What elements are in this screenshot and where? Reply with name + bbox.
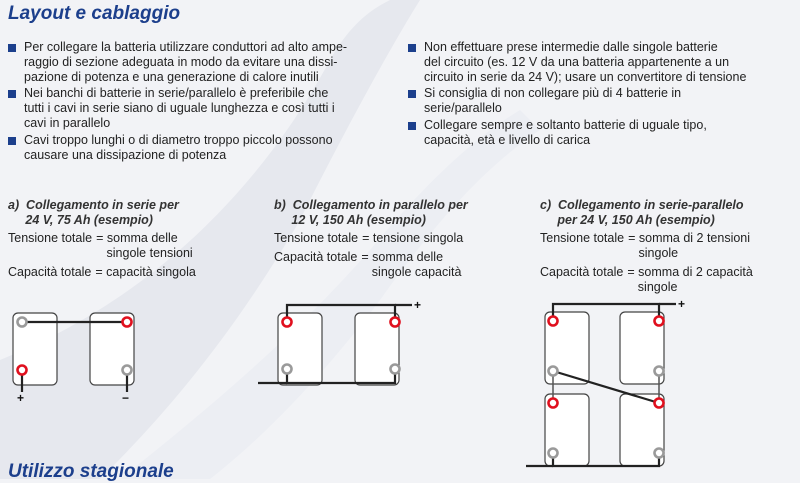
positive-terminal-icon	[549, 317, 558, 326]
positive-terminal-icon	[18, 366, 27, 375]
positive-terminal-icon	[391, 318, 400, 327]
section-heading: Layout e cablaggio	[8, 3, 181, 24]
total-voltage-value: = tensione singola	[362, 231, 464, 245]
negative-terminal-icon	[655, 367, 664, 376]
total-capacity-value: = somma delle singole capacità	[361, 250, 462, 279]
negative-terminal-icon	[18, 318, 27, 327]
negative-terminal-icon	[123, 366, 132, 375]
total-capacity-label: Capacità totale	[540, 265, 624, 279]
total-voltage-value: = somma delle singole tensioni	[96, 231, 193, 260]
total-voltage-label: Tensione totale	[540, 231, 625, 245]
positive-terminal-icon	[283, 318, 292, 327]
negative-terminal-icon	[549, 367, 558, 376]
bullet-text: Non effettuare prese intermedie dalle singole batterie del circuito (es. 12 V da una batteria appartenente a un circuito in serie da 24 V); usare un convertitore di tensione	[424, 40, 747, 84]
series-connection-heading: a) Collegamento in serie per 24 V, 75 Ah (esempio)	[8, 198, 179, 227]
bullet-text: Si consiglia di non collegare più di 4 batterie in serie/parallelo	[424, 86, 682, 116]
total-capacity-label: Capacità totale	[274, 250, 358, 264]
negative-terminal-icon	[283, 365, 292, 374]
total-capacity-value: = somma di 2 capacità singole	[627, 265, 753, 294]
bullet-text: Collegare sempre e soltanto batterie di uguale tipo, capacità, età e livello di carica	[424, 117, 707, 147]
total-capacity-label: Capacità totale	[8, 265, 92, 279]
plus-sign: +	[678, 297, 686, 311]
minus-sign: −	[122, 391, 130, 405]
negative-terminal-icon	[549, 449, 558, 458]
total-voltage-label: Tensione totale	[8, 231, 93, 245]
plus-sign: +	[414, 298, 422, 312]
bullet-text: Per collegare la batteria utilizzare conduttori ad alto ampe- raggio di sezione adeguata in modo da evitare una dissi- pazione di potenza e una generazione di calore inutili	[24, 40, 348, 84]
negative-terminal-icon	[391, 365, 400, 374]
next-section-heading: Utilizzo stagionale	[8, 461, 174, 482]
total-voltage-value: = somma di 2 tensioni singole	[628, 231, 751, 260]
total-voltage-label: Tensione totale	[274, 231, 359, 245]
bullet-text: Cavi troppo lunghi o di diametro troppo piccolo possono causare una dissipazione di potenza	[24, 132, 333, 162]
positive-terminal-icon	[655, 399, 664, 408]
negative-terminal-icon	[655, 449, 664, 458]
bullet-text: Nei banchi di batterie in serie/parallelo è preferibile che tutti i cavi in serie siano di uguale lunghezza e così tutti i cavi in parallelo	[24, 86, 335, 130]
parallel-connection-heading: b) Collegamento in parallelo per 12 V, 150 Ah (esempio)	[274, 198, 468, 227]
positive-terminal-icon	[655, 317, 664, 326]
positive-terminal-icon	[549, 399, 558, 408]
plus-sign: +	[17, 391, 25, 405]
positive-terminal-icon	[123, 318, 132, 327]
total-capacity-value: = capacità singola	[95, 265, 196, 279]
series-parallel-connection-heading: c) Collegamento in serie-parallelo per 24 V, 150 Ah (esempio)	[540, 198, 744, 227]
